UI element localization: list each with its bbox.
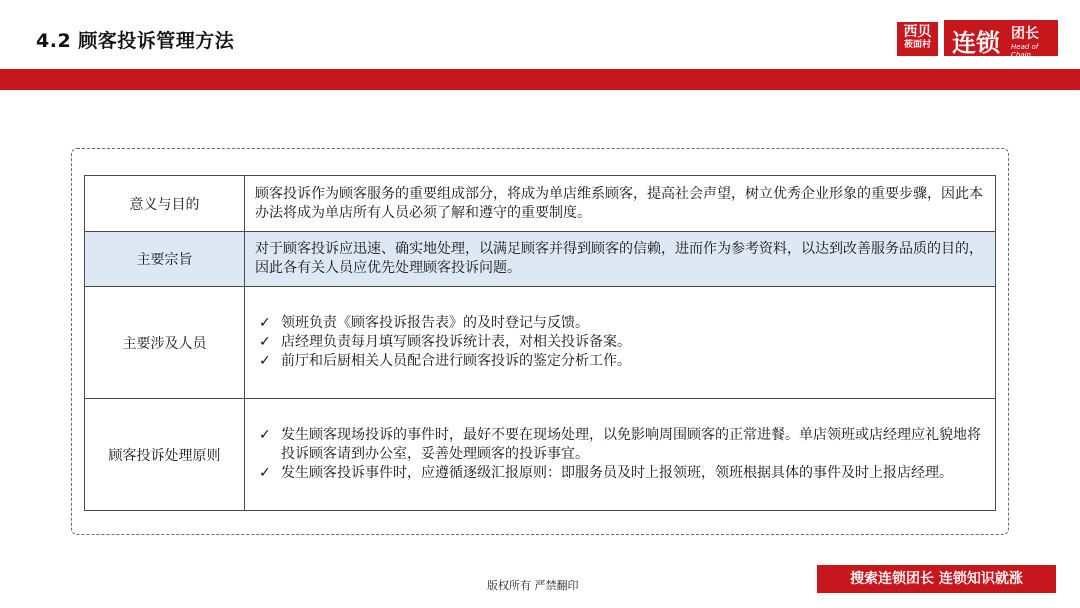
check-icon: ✓ (259, 353, 271, 369)
xibei-logo-line1: 西贝 (903, 24, 932, 40)
table-row (85, 287, 996, 399)
table-row (85, 176, 996, 232)
row-content (245, 287, 996, 399)
row-label: 主要涉及人员 (85, 287, 245, 399)
chain-logo-secondary: 团长 (1011, 26, 1039, 42)
chain-logo-subtitle: Head of Chain (1011, 43, 1039, 59)
page-title: 4.2 顾客投诉管理方法 (36, 30, 235, 52)
check-list (255, 426, 985, 483)
list-item-text: 前厅和后厨相关人员配合进行顾客投诉的鉴定分析工作。 (281, 353, 631, 369)
xibei-logo (897, 22, 938, 56)
check-icon: ✓ (259, 427, 271, 443)
table-row (85, 232, 996, 287)
list-item (255, 333, 985, 352)
list-item (255, 352, 985, 371)
chain-logo-main: 连锁 (952, 29, 1000, 57)
table-row (85, 399, 996, 511)
list-item-text: 领班负责《顾客投诉报告表》的及时登记与反馈。 (281, 315, 589, 331)
row-content: 顾客投诉作为顾客服务的重要组成部分，将成为单店维系顾客，提高社会声望，树立优秀企业形象的重要步骤，因此本办法将成为单店所有人员必须了解和遵守的重要制度。 (245, 176, 996, 232)
check-icon: ✓ (259, 334, 271, 350)
row-label: 主要宗旨 (85, 232, 245, 287)
list-item (255, 464, 985, 483)
check-list (255, 314, 985, 371)
row-label: 顾客投诉处理原则 (85, 399, 245, 511)
list-item (255, 426, 985, 464)
list-item (255, 314, 985, 333)
list-item-text: 发生顾客现场投诉的事件时，最好不要在现场处理，以免影响周围顾客的正常进餐。单店领班或店经理应礼貌地将投诉顾客请到办公室，妥善处理顾客的投诉事宜。 (281, 427, 981, 462)
header-red-bar (0, 69, 1080, 90)
check-icon: ✓ (259, 465, 271, 481)
row-content: 对于顾客投诉应迅速、确实地处理，以满足顾客并得到顾客的信赖，进而作为参考资料，以达到改善服务品质的目的，因此各有关人员应优先处理顾客投诉问题。 (245, 232, 996, 287)
complaint-method-table (84, 175, 996, 511)
list-item-text: 发生顾客投诉事件时，应遵循逐级汇报原则：即服务员及时上报领班，领班根据具体的事件及时上报店经理。 (281, 465, 953, 481)
copyright-notice: 版权所有 严禁翻印 (487, 579, 579, 592)
xibei-logo-line2: 莜面村 (903, 40, 931, 50)
chain-leader-logo (944, 20, 1058, 59)
check-icon: ✓ (259, 315, 271, 331)
row-content (245, 399, 996, 511)
list-item-text: 店经理负责每月填写顾客投诉统计表，对相关投诉备案。 (281, 334, 631, 350)
row-label: 意义与目的 (85, 176, 245, 232)
search-promo-banner: 搜索连锁团长 连锁知识就涨 (817, 565, 1056, 593)
